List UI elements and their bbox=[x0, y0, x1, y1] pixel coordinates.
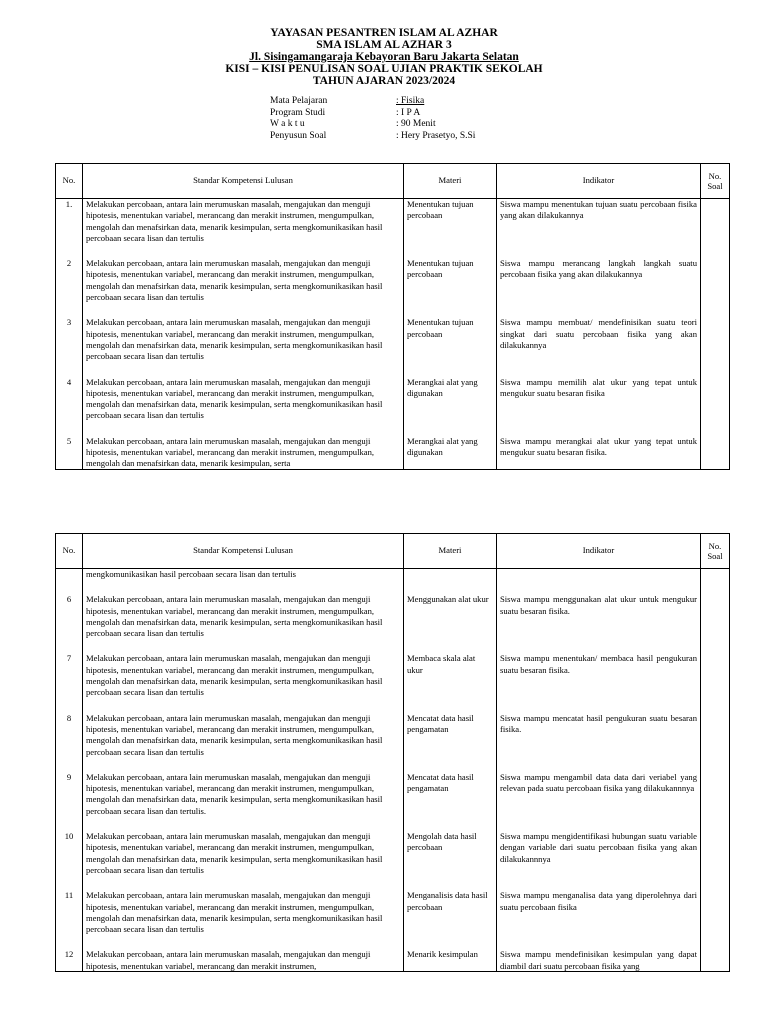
table-header-row bbox=[56, 534, 730, 569]
cell-indikator: Siswa mampu memilih alat ukur yang tepat untuk mengukur suatu besaran fisika bbox=[497, 377, 701, 436]
cell-no-soal bbox=[701, 594, 730, 653]
table-row bbox=[56, 377, 730, 436]
meta-row-program bbox=[270, 108, 596, 120]
table-row bbox=[56, 653, 730, 712]
foundation-name: YAYASAN PESANTREN ISLAM AL AZHAR bbox=[270, 27, 498, 39]
cell-no-soal bbox=[701, 258, 730, 317]
meta-row-author bbox=[270, 131, 596, 143]
cell-no-soal bbox=[701, 569, 730, 595]
table-row bbox=[56, 199, 730, 259]
table-row bbox=[56, 713, 730, 772]
cell-skl: mengkomunikasikan hasil percobaan secara lisan dan tertulis bbox=[83, 569, 404, 595]
kisi-table-page-1 bbox=[55, 163, 730, 470]
document-header bbox=[0, 27, 768, 87]
cell-materi: Menggunakan alat ukur bbox=[404, 594, 497, 653]
cell-indikator: Siswa mampu merangkai alat ukur yang tepat untuk mengukur suatu besaran fisika. bbox=[497, 436, 701, 470]
cell-no: 2 bbox=[56, 258, 83, 317]
school-name: SMA ISLAM AL AZHAR 3 bbox=[316, 39, 452, 51]
table-row bbox=[56, 258, 730, 317]
table-header-row bbox=[56, 164, 730, 199]
cell-materi: Menganalisis data hasil percobaan bbox=[404, 890, 497, 949]
cell-no-soal bbox=[701, 199, 730, 259]
cell-no-soal bbox=[701, 949, 730, 972]
col-header-indikator: Indikator bbox=[497, 164, 701, 199]
kisi-table-page-2 bbox=[55, 533, 730, 972]
cell-indikator: Siswa mampu menganalisa data yang diperolehnya dari suatu percobaan fisika bbox=[497, 890, 701, 949]
cell-indikator: Siswa mampu mengidentifikasi hubungan suatu variable dengan variable dari suatu percobaan fisika yang akan dilakukannnya bbox=[497, 831, 701, 890]
cell-no: 3 bbox=[56, 317, 83, 376]
col-header-no-soal: No. Soal bbox=[701, 534, 730, 569]
col-header-materi: Materi bbox=[404, 534, 497, 569]
cell-skl: Melakukan percobaan, antara lain merumuskan masalah, mengajukan dan menguji hipotesis, menentukan variabel, merancang dan merakit instrumen, mengumpulkan, mengolah dan menafsirkan data, menarik kesimpulan, serta mengkomunikasikan hasil percobaan secara lisan dan tertulis bbox=[83, 890, 404, 949]
meta-value: : Fisika bbox=[396, 96, 425, 106]
cell-skl: Melakukan percobaan, antara lain merumuskan masalah, mengajukan dan menguji hipotesis, menentukan variabel, merancang dan merakit instrumen, mengumpulkan, mengolah dan menafsirkan data, menarik kesimpulan, serta mengkomunikasikan hasil percobaan secara lisan dan tertulis bbox=[83, 653, 404, 712]
exam-meta bbox=[270, 96, 596, 142]
cell-no: 6 bbox=[56, 594, 83, 653]
cell-no-soal bbox=[701, 436, 730, 470]
table-row bbox=[56, 317, 730, 376]
cell-materi: Mencatat data hasil pengamatan bbox=[404, 713, 497, 772]
cell-no: 8 bbox=[56, 713, 83, 772]
col-header-skl: Standar Kompetensi Lulusan bbox=[83, 164, 404, 199]
cell-materi: Menentukan tujuan percobaan bbox=[404, 258, 497, 317]
meta-row-time bbox=[270, 119, 596, 131]
cell-no: 12 bbox=[56, 949, 83, 972]
col-header-no: No. bbox=[56, 534, 83, 569]
table-row bbox=[56, 890, 730, 949]
table-row bbox=[56, 772, 730, 831]
cell-indikator: Siswa mampu menentukan tujuan suatu percobaan fisika yang akan dilakukannya bbox=[497, 199, 701, 259]
cell-no-soal bbox=[701, 831, 730, 890]
cell-indikator: Siswa mampu membuat/ mendefinisikan suatu teori singkat dari suatu percobaan fisika yang akan dilakukannya bbox=[497, 317, 701, 376]
cell-materi: Mengolah data hasil percobaan bbox=[404, 831, 497, 890]
meta-value: : Hery Prasetyo, S.Si bbox=[396, 130, 476, 141]
table-row bbox=[56, 594, 730, 653]
cell-no: 10 bbox=[56, 831, 83, 890]
cell-skl: Melakukan percobaan, antara lain merumuskan masalah, mengajukan dan menguji hipotesis, menentukan variabel, merancang dan merakit instrumen, mengumpulkan, mengolah dan menafsirkan data, menarik kesimpulan, serta mengkomunikasikan hasil percobaan secara lisan dan tertulis bbox=[83, 594, 404, 653]
col-header-no-soal: No. Soal bbox=[701, 164, 730, 199]
cell-no-soal bbox=[701, 890, 730, 949]
cell-materi: Menarik kesimpulan bbox=[404, 949, 497, 972]
table-row bbox=[56, 436, 730, 470]
table-row bbox=[56, 949, 730, 972]
cell-indikator: Siswa mampu mencatat hasil pengukuran suatu besaran fisika. bbox=[497, 713, 701, 772]
cell-materi: Merangkai alat yang digunakan bbox=[404, 377, 497, 436]
cell-no: 1. bbox=[56, 199, 83, 259]
meta-label: Mata Pelajaran bbox=[270, 96, 328, 106]
cell-no: 4 bbox=[56, 377, 83, 436]
cell-indikator: Siswa mampu merancang langkah langkah suatu percobaan fisika yang akan dilakukannya bbox=[497, 258, 701, 317]
cell-skl: Melakukan percobaan, antara lain merumuskan masalah, mengajukan dan menguji hipotesis, menentukan variabel, merancang dan merakit instrumen, mengumpulkan, mengolah dan menafsirkan data, menarik kesimpulan, serta bbox=[83, 436, 404, 470]
cell-indikator: Siswa mampu mengambil data data dari veriabel yang relevan pada suatu percobaan fisika yang dilakukannnya bbox=[497, 772, 701, 831]
cell-materi: Merangkai alat yang digunakan bbox=[404, 436, 497, 470]
school-address: Jl. Sisingamangaraja Kebayoran Baru Jakarta Selatan bbox=[249, 51, 519, 63]
meta-row-subject bbox=[270, 96, 596, 108]
meta-label: Penyusun Soal bbox=[270, 130, 327, 141]
document-title: KISI – KISI PENULISAN SOAL UJIAN PRAKTIK SEKOLAH bbox=[225, 63, 543, 75]
cell-indikator bbox=[497, 569, 701, 595]
cell-skl: Melakukan percobaan, antara lain merumuskan masalah, mengajukan dan menguji hipotesis, menentukan variabel, merancang dan merakit instrumen, mengumpulkan, mengolah dan menafsirkan data, menarik kesimpulan, serta mengkomunikasikan hasil percobaan secara lisan dan tertulis bbox=[83, 199, 404, 259]
cell-no: 5 bbox=[56, 436, 83, 470]
academic-year: TAHUN AJARAN 2023/2024 bbox=[312, 75, 456, 87]
cell-no-soal bbox=[701, 653, 730, 712]
table-row-continuation bbox=[56, 569, 730, 595]
meta-label: W a k t u bbox=[270, 119, 305, 129]
cell-materi bbox=[404, 569, 497, 595]
cell-skl: Melakukan percobaan, antara lain merumuskan masalah, mengajukan dan menguji hipotesis, menentukan variabel, merancang dan merakit instrumen, mengumpulkan, mengolah dan menafsirkan data, menarik kesimpulan, serta mengkomunikasikan hasil percobaan secara lisan dan tertulis bbox=[83, 258, 404, 317]
cell-indikator: Siswa mampu mendefinisikan kesimpulan yang dapat diambil dari suatu percobaan fisika yang bbox=[497, 949, 701, 972]
col-header-indikator: Indikator bbox=[497, 534, 701, 569]
cell-skl: Melakukan percobaan, antara lain merumuskan masalah, mengajukan dan menguji hipotesis, menentukan variabel, merancang dan merakit instrumen, mengumpulkan, mengolah dan menafsirkan data, menarik kesimpulan, serta mengkomunikasikan hasil percobaan secara lisan dan tertulis bbox=[83, 317, 404, 376]
cell-no-soal bbox=[701, 317, 730, 376]
cell-indikator: Siswa mampu menggunakan alat ukur untuk mengukur suatu besaran fisika. bbox=[497, 594, 701, 653]
cell-skl: Melakukan percobaan, antara lain merumuskan masalah, mengajukan dan menguji hipotesis, menentukan variabel, merancang dan merakit instrumen, mengumpulkan, mengolah dan menafsirkan data, menarik kesimpulan, serta mengkomunikasikan hasil percobaan secara lisan dan tertulis bbox=[83, 713, 404, 772]
cell-materi: Menentukan tujuan percobaan bbox=[404, 317, 497, 376]
cell-skl: Melakukan percobaan, antara lain merumuskan masalah, mengajukan dan menguji hipotesis, menentukan variabel, merancang dan merakit instrumen, mengumpulkan, mengolah dan menafsirkan data, menarik kesimpulan, serta mengkomunikasikan hasil percobaan secara lisan dan tertulis bbox=[83, 377, 404, 436]
cell-materi: Membaca skala alat ukur bbox=[404, 653, 497, 712]
col-header-no: No. bbox=[56, 164, 83, 199]
cell-skl: Melakukan percobaan, antara lain merumuskan masalah, mengajukan dan menguji hipotesis, menentukan variabel, merancang dan merakit instrumen, mengumpulkan, mengolah dan menafsirkan data, menarik kesimpulan, serta mengkomunikasikan hasil percobaan secara lisan dan tertulis bbox=[83, 831, 404, 890]
cell-materi: Mencatat data hasil pengamatan bbox=[404, 772, 497, 831]
meta-label: Program Studi bbox=[270, 107, 326, 118]
cell-no bbox=[56, 569, 83, 595]
cell-skl: Melakukan percobaan, antara lain merumuskan masalah, mengajukan dan menguji hipotesis, menentukan variabel, merancang dan merakit instrumen, bbox=[83, 949, 404, 972]
cell-skl: Melakukan percobaan, antara lain merumuskan masalah, mengajukan dan menguji hipotesis, menentukan variabel, merancang dan merakit instrumen, mengumpulkan, mengolah dan menafsirkan data, menarik kesimpulan, serta mengkomunikasikan hasil percobaan secara lisan dan tertulis. bbox=[83, 772, 404, 831]
cell-no-soal bbox=[701, 772, 730, 831]
col-header-skl: Standar Kompetensi Lulusan bbox=[83, 534, 404, 569]
col-header-materi: Materi bbox=[404, 164, 497, 199]
meta-value: : I P A bbox=[396, 107, 421, 118]
cell-no-soal bbox=[701, 713, 730, 772]
meta-value: : 90 Menit bbox=[396, 119, 436, 129]
table-row bbox=[56, 831, 730, 890]
cell-no-soal bbox=[701, 377, 730, 436]
cell-indikator: Siswa mampu menentukan/ membaca hasil pengukuran suatu besaran fisika. bbox=[497, 653, 701, 712]
cell-materi: Menentukan tujuan percobaan bbox=[404, 199, 497, 259]
cell-no: 11 bbox=[56, 890, 83, 949]
cell-no: 7 bbox=[56, 653, 83, 712]
cell-no: 9 bbox=[56, 772, 83, 831]
